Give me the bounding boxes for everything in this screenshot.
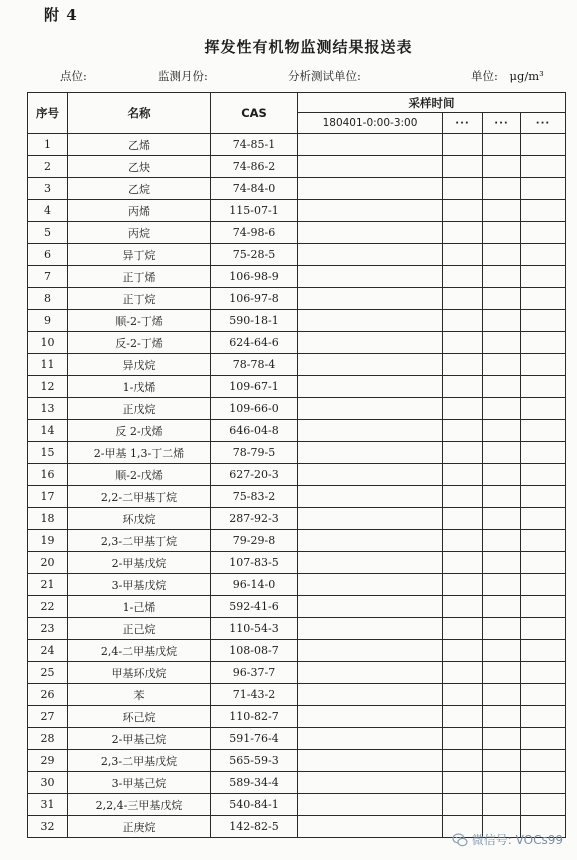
result-cell <box>298 420 443 442</box>
result-cell <box>298 354 443 376</box>
table-row <box>28 552 566 574</box>
table-row <box>28 134 566 156</box>
result-cell <box>483 640 521 662</box>
result-cell <box>483 794 521 816</box>
table-row <box>28 420 566 442</box>
result-cell <box>443 530 483 552</box>
result-cell <box>443 134 483 156</box>
row-number: 4 <box>28 200 68 222</box>
header-sampling-time: 采样时间 <box>298 93 566 113</box>
cas-number: 109-67-1 <box>211 376 298 398</box>
result-cell <box>521 376 566 398</box>
result-cell <box>298 530 443 552</box>
result-cell <box>483 200 521 222</box>
result-cell <box>443 288 483 310</box>
result-cell <box>521 728 566 750</box>
result-cell <box>521 464 566 486</box>
compound-name: 异丁烷 <box>68 244 211 266</box>
unit-label: 单位: <box>471 69 498 83</box>
compound-name: 1-戊烯 <box>68 376 211 398</box>
result-cell <box>483 442 521 464</box>
result-cell <box>298 618 443 640</box>
compound-name: 苯 <box>68 684 211 706</box>
compound-name: 环己烷 <box>68 706 211 728</box>
cas-number: 106-97-8 <box>211 288 298 310</box>
result-cell <box>483 420 521 442</box>
row-number: 29 <box>28 750 68 772</box>
table-row <box>28 640 566 662</box>
result-cell <box>521 134 566 156</box>
cas-number: 110-54-3 <box>211 618 298 640</box>
time-slot-1: 180401-0:00-3:00 <box>298 113 443 134</box>
result-cell <box>521 552 566 574</box>
header-name: 名称 <box>68 93 211 134</box>
result-cell <box>521 486 566 508</box>
row-number: 1 <box>28 134 68 156</box>
table-row <box>28 508 566 530</box>
cas-number: 627-20-3 <box>211 464 298 486</box>
result-cell <box>443 442 483 464</box>
compound-name: 正丁烷 <box>68 288 211 310</box>
cas-number: 75-83-2 <box>211 486 298 508</box>
table-row <box>28 596 566 618</box>
header-seq: 序号 <box>28 93 68 134</box>
table-row <box>28 794 566 816</box>
table-row <box>28 486 566 508</box>
wechat-icon <box>452 832 468 848</box>
result-cell <box>443 618 483 640</box>
result-cell <box>298 442 443 464</box>
result-cell <box>483 376 521 398</box>
cas-number: 109-66-0 <box>211 398 298 420</box>
result-cell <box>521 684 566 706</box>
row-number: 17 <box>28 486 68 508</box>
result-cell <box>443 684 483 706</box>
row-number: 12 <box>28 376 68 398</box>
result-cell <box>521 332 566 354</box>
result-cell <box>443 332 483 354</box>
result-cell <box>298 222 443 244</box>
table-row <box>28 266 566 288</box>
cas-number: 108-08-7 <box>211 640 298 662</box>
table-row <box>28 750 566 772</box>
result-cell <box>521 618 566 640</box>
result-cell <box>443 728 483 750</box>
result-cell <box>443 662 483 684</box>
result-cell <box>298 706 443 728</box>
time-slot-4: ··· <box>521 113 566 134</box>
cas-number: 624-64-6 <box>211 332 298 354</box>
table-row <box>28 156 566 178</box>
result-cell <box>483 332 521 354</box>
result-cell <box>443 508 483 530</box>
row-number: 26 <box>28 684 68 706</box>
compound-name: 环戊烷 <box>68 508 211 530</box>
compound-name: 2-甲基 1,3-丁二烯 <box>68 442 211 464</box>
result-cell <box>443 794 483 816</box>
result-cell <box>483 596 521 618</box>
result-cell <box>298 310 443 332</box>
result-cell <box>298 244 443 266</box>
result-cell <box>298 178 443 200</box>
result-cell <box>483 508 521 530</box>
result-cell <box>443 178 483 200</box>
result-cell <box>521 288 566 310</box>
cas-number: 74-98-6 <box>211 222 298 244</box>
result-cell <box>443 574 483 596</box>
result-cell <box>521 750 566 772</box>
table-row <box>28 178 566 200</box>
row-number: 31 <box>28 794 68 816</box>
compound-name: 丙烯 <box>68 200 211 222</box>
cas-number: 74-85-1 <box>211 134 298 156</box>
cas-number: 106-98-9 <box>211 266 298 288</box>
result-cell <box>483 178 521 200</box>
result-cell <box>521 266 566 288</box>
table-row <box>28 310 566 332</box>
result-cell <box>298 596 443 618</box>
table-row <box>28 530 566 552</box>
result-cell <box>298 266 443 288</box>
result-cell <box>483 288 521 310</box>
cas-number: 96-37-7 <box>211 662 298 684</box>
result-cell <box>443 420 483 442</box>
row-number: 6 <box>28 244 68 266</box>
result-cell <box>483 574 521 596</box>
compound-name: 异戊烷 <box>68 354 211 376</box>
result-cell <box>521 508 566 530</box>
result-cell <box>521 706 566 728</box>
result-cell <box>298 728 443 750</box>
cas-number: 74-84-0 <box>211 178 298 200</box>
row-number: 28 <box>28 728 68 750</box>
result-cell <box>483 222 521 244</box>
result-cell <box>298 640 443 662</box>
compound-name: 反 2-戊烯 <box>68 420 211 442</box>
result-cell <box>521 772 566 794</box>
row-number: 10 <box>28 332 68 354</box>
compound-name: 甲基环戊烷 <box>68 662 211 684</box>
cas-number: 96-14-0 <box>211 574 298 596</box>
header-cas: CAS <box>211 93 298 134</box>
result-cell <box>521 420 566 442</box>
cas-number: 589-34-4 <box>211 772 298 794</box>
cas-number: 78-78-4 <box>211 354 298 376</box>
result-cell <box>298 794 443 816</box>
result-cell <box>483 266 521 288</box>
result-cell <box>443 244 483 266</box>
result-cell <box>443 552 483 574</box>
row-number: 19 <box>28 530 68 552</box>
result-cell <box>298 772 443 794</box>
cas-number: 71-43-2 <box>211 684 298 706</box>
compound-name: 乙烷 <box>68 178 211 200</box>
compound-name: 正丁烯 <box>68 266 211 288</box>
row-number: 13 <box>28 398 68 420</box>
time-slot-2: ··· <box>443 113 483 134</box>
result-cell <box>521 640 566 662</box>
table-row <box>28 222 566 244</box>
result-cell <box>521 222 566 244</box>
compound-name: 正庚烷 <box>68 816 211 838</box>
result-cell <box>521 530 566 552</box>
table-row <box>28 354 566 376</box>
cas-number: 75-28-5 <box>211 244 298 266</box>
result-cell <box>483 244 521 266</box>
cas-number: 142-82-5 <box>211 816 298 838</box>
unit-field <box>471 68 544 84</box>
cas-number: 79-29-8 <box>211 530 298 552</box>
time-slot-3: ··· <box>483 113 521 134</box>
compound-name: 乙烯 <box>68 134 211 156</box>
table-row <box>28 706 566 728</box>
result-cell <box>298 662 443 684</box>
result-cell <box>298 464 443 486</box>
result-cell <box>443 640 483 662</box>
row-number: 2 <box>28 156 68 178</box>
row-number: 24 <box>28 640 68 662</box>
compound-name: 2,3-二甲基丁烷 <box>68 530 211 552</box>
cas-number: 287-92-3 <box>211 508 298 530</box>
table-row <box>28 244 566 266</box>
result-cell <box>521 662 566 684</box>
row-number: 7 <box>28 266 68 288</box>
result-cell <box>483 310 521 332</box>
table-row <box>28 464 566 486</box>
result-cell <box>298 376 443 398</box>
result-cell <box>298 552 443 574</box>
result-cell <box>443 596 483 618</box>
compound-name: 顺-2-戊烯 <box>68 464 211 486</box>
result-cell <box>483 354 521 376</box>
lab-label: 分析测试单位: <box>288 69 361 83</box>
table-row <box>28 684 566 706</box>
result-cell <box>298 332 443 354</box>
result-cell <box>483 706 521 728</box>
table-row <box>28 376 566 398</box>
result-cell <box>521 794 566 816</box>
watermark-text: 微信号: VOCs99 <box>471 833 563 847</box>
result-cell <box>298 684 443 706</box>
cas-number: 592-41-6 <box>211 596 298 618</box>
compound-name: 1-己烯 <box>68 596 211 618</box>
compound-name: 3-甲基己烷 <box>68 772 211 794</box>
cas-number: 646-04-8 <box>211 420 298 442</box>
row-number: 27 <box>28 706 68 728</box>
table-row <box>28 618 566 640</box>
result-cell <box>443 156 483 178</box>
compound-name: 顺-2-丁烯 <box>68 310 211 332</box>
result-cell <box>443 200 483 222</box>
result-cell <box>521 398 566 420</box>
compound-name: 正己烷 <box>68 618 211 640</box>
row-number: 22 <box>28 596 68 618</box>
table-row <box>28 398 566 420</box>
compound-name: 2,2,4-三甲基戊烷 <box>68 794 211 816</box>
result-cell <box>521 310 566 332</box>
result-cell <box>443 486 483 508</box>
result-cell <box>483 398 521 420</box>
cas-number: 565-59-3 <box>211 750 298 772</box>
result-cell <box>483 750 521 772</box>
result-cell <box>521 354 566 376</box>
compound-name: 3-甲基戊烷 <box>68 574 211 596</box>
result-cell <box>298 200 443 222</box>
result-cell <box>483 618 521 640</box>
annex-label: 附 4 <box>44 6 78 24</box>
result-cell <box>483 728 521 750</box>
row-number: 21 <box>28 574 68 596</box>
compound-name: 2,3-二甲基戊烷 <box>68 750 211 772</box>
table-row <box>28 574 566 596</box>
result-cell <box>443 354 483 376</box>
result-cell <box>443 266 483 288</box>
result-cell <box>483 464 521 486</box>
cas-number: 110-82-7 <box>211 706 298 728</box>
result-cell <box>443 464 483 486</box>
result-cell <box>521 156 566 178</box>
table-row <box>28 200 566 222</box>
compound-name: 2-甲基己烷 <box>68 728 211 750</box>
result-cell <box>298 574 443 596</box>
compound-name: 乙炔 <box>68 156 211 178</box>
result-cell <box>483 530 521 552</box>
result-cell <box>443 750 483 772</box>
row-number: 15 <box>28 442 68 464</box>
result-cell <box>521 178 566 200</box>
result-cell <box>443 310 483 332</box>
cas-number: 590-18-1 <box>211 310 298 332</box>
table-row <box>28 772 566 794</box>
table-row <box>28 662 566 684</box>
result-cell <box>521 200 566 222</box>
row-number: 23 <box>28 618 68 640</box>
result-cell <box>521 442 566 464</box>
result-cell <box>443 772 483 794</box>
compound-name: 丙烷 <box>68 222 211 244</box>
result-cell <box>483 552 521 574</box>
row-number: 3 <box>28 178 68 200</box>
result-cell <box>298 750 443 772</box>
result-cell <box>483 772 521 794</box>
cas-number: 74-86-2 <box>211 156 298 178</box>
result-cell <box>298 156 443 178</box>
row-number: 25 <box>28 662 68 684</box>
row-number: 18 <box>28 508 68 530</box>
result-cell <box>443 398 483 420</box>
row-number: 20 <box>28 552 68 574</box>
compound-name: 2-甲基戊烷 <box>68 552 211 574</box>
unit-value: μg/m³ <box>509 69 544 83</box>
row-number: 5 <box>28 222 68 244</box>
result-cell <box>298 486 443 508</box>
table-row <box>28 288 566 310</box>
point-label: 点位: <box>60 69 87 83</box>
month-label: 监测月份: <box>158 69 208 83</box>
result-cell <box>521 596 566 618</box>
row-number: 30 <box>28 772 68 794</box>
row-number: 9 <box>28 310 68 332</box>
results-table <box>27 92 566 838</box>
watermark <box>452 831 563 848</box>
result-cell <box>298 288 443 310</box>
cas-number: 78-79-5 <box>211 442 298 464</box>
result-cell <box>483 662 521 684</box>
compound-name: 2,2-二甲基丁烷 <box>68 486 211 508</box>
row-number: 11 <box>28 354 68 376</box>
result-cell <box>443 376 483 398</box>
result-cell <box>443 706 483 728</box>
result-cell <box>298 816 443 838</box>
row-number: 16 <box>28 464 68 486</box>
row-number: 8 <box>28 288 68 310</box>
result-cell <box>483 684 521 706</box>
cas-number: 591-76-4 <box>211 728 298 750</box>
table-row <box>28 442 566 464</box>
compound-name: 反-2-丁烯 <box>68 332 211 354</box>
table-row <box>28 332 566 354</box>
row-number: 14 <box>28 420 68 442</box>
result-cell <box>483 156 521 178</box>
result-cell <box>443 222 483 244</box>
result-cell <box>521 244 566 266</box>
table-row <box>28 728 566 750</box>
cas-number: 107-83-5 <box>211 552 298 574</box>
row-number: 32 <box>28 816 68 838</box>
compound-name: 正戊烷 <box>68 398 211 420</box>
cas-number: 115-07-1 <box>211 200 298 222</box>
compound-name: 2,4-二甲基戊烷 <box>68 640 211 662</box>
result-cell <box>298 398 443 420</box>
result-cell <box>298 508 443 530</box>
result-cell <box>521 574 566 596</box>
result-cell <box>483 134 521 156</box>
page-title: 挥发性有机物监测结果报送表 <box>204 38 413 56</box>
result-cell <box>298 134 443 156</box>
cas-number: 540-84-1 <box>211 794 298 816</box>
result-cell <box>483 486 521 508</box>
